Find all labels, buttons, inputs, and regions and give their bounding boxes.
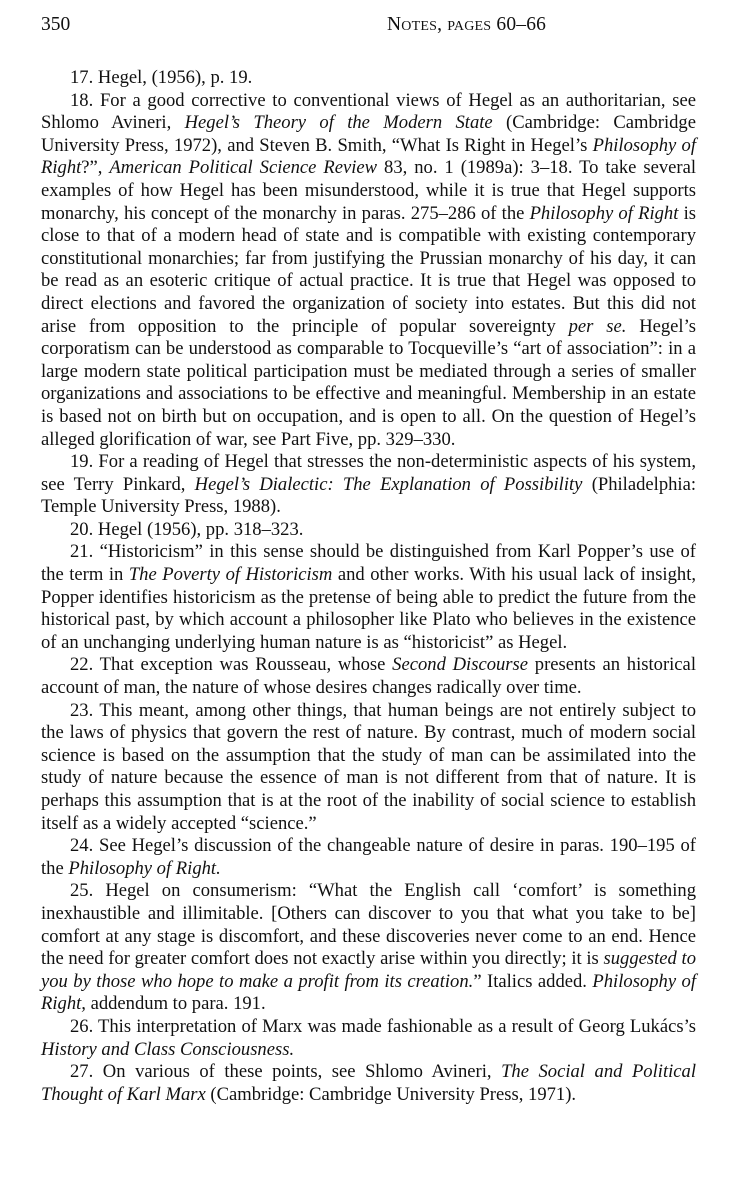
endnote-italic-text: The Social and Political Thought of Karl Marx (41, 1061, 696, 1105)
endnote-number: 21. (70, 541, 94, 563)
endnote-italic-text: Hegel’s Dialectic: The Explanation of Possibility (194, 473, 583, 495)
endnote-text: On various of these points, see Shlomo Avineri, (93, 1061, 502, 1083)
endnote-text: addendum to para. 191. (85, 993, 266, 1015)
endnote-italic-text: Second Discourse (392, 654, 529, 676)
endnote-text: That exception was Rousseau, whose (93, 654, 393, 676)
endnote (41, 880, 696, 1016)
endnote-text: 83, no. 1 (1989a): 3–18. To take several examples of how Hegel has been misunderstood, while it is true that Hegel supports monarchy, his concept of the monarchy in paras. 275–286 of the (41, 157, 696, 224)
endnote-text: ?”, (81, 157, 110, 179)
endnote (41, 67, 696, 90)
endnote-text: (Cambridge: Cambridge University Press, 1972), and Steven B. Smith, “What Is Right in Hegel’s (41, 112, 696, 156)
endnote (41, 700, 696, 836)
endnote (41, 1061, 696, 1106)
endnote (41, 835, 696, 880)
endnote-text: (Philadelphia: Temple University Press, 1988). (41, 473, 696, 518)
endnote-number: 23. (70, 699, 94, 721)
endnote-italic-text: Hegel’s Theory of the Modern State (184, 112, 493, 134)
endnote (41, 519, 696, 542)
endnote-text: This meant, among other things, that human beings are not entirely subject to the laws of physics that govern the rest of nature. By contrast, much of modern social science is based on the assumption that the study of man can be assimilated into the study of nature because the essence of man is not different from that of nature. It is perhaps this assumption that is at the root of the inability of social science to establish itself as a widely accepted “science.” (41, 699, 696, 834)
endnote-text: ” Italics added. (473, 970, 593, 992)
endnote-italic-text: per se. (568, 315, 627, 337)
endnote-number: 24. (70, 835, 94, 857)
endnote-text: (Cambridge: Cambridge University Press, 1971). (205, 1083, 577, 1105)
endnote-text: Hegel, (1956), p. 19. (93, 67, 253, 88)
endnote-number: 27. (70, 1061, 94, 1083)
endnote-number: 17. (70, 67, 94, 88)
endnotes-list (41, 67, 696, 1106)
endnote-italic-text: suggested to you by those who hope to make a profit from its creation. (41, 948, 696, 992)
endnote-text: presents an historical account of man, the nature of whose desires changes radically over time. (41, 654, 696, 699)
endnote-number: 25. (70, 880, 94, 902)
endnote-text: Hegel (1956), pp. 318–323. (93, 518, 304, 540)
endnote-text: Hegel on consumerism: “What the English call ‘comfort’ is something inexhaustible and illimitable. [Others can discover to you that what you take to be] comfort at any stage is discomfort, and these discoveries never come to an end. Hence the need for greater comfort does not exactly arise within you directly; it is (41, 880, 696, 970)
endnote-italic-text: Philosophy of Right (529, 202, 679, 224)
endnote-text: is close to that of a modern head of state and is compatible with existing contemporary constitutional monarchies; far from justifying the Prussian monarchy of his day, it can be read as an esoteric critique of actual practice. It is true that Hegel was opposed to direct elections and favored the organization of society into estates. But this did not arise from opposition to the principle of popular sovereignty (41, 202, 696, 337)
endnote-italic-text: The Poverty of Historicism (128, 564, 333, 586)
endnote-italic-text: American Political Science Review (109, 157, 378, 179)
endnote-text: See Hegel’s discussion of the changeable nature of desire in paras. 190–195 of the (41, 835, 696, 879)
endnote-text: and other works. With his usual lack of insight, Popper identifies historicism as the pretense of being able to predict the future from the historical past, by which account a philosopher like Plato who believes in the existence of an unchanging underlying human nature is as “historicist” as Hegel. (41, 564, 697, 653)
endnote-italic-text: Philosophy of Right. (68, 857, 221, 879)
endnote-italic-text: Philosophy of Right, (41, 970, 696, 1015)
running-head-title: Notes, pages 60–66 (387, 14, 547, 35)
endnote-text: For a good corrective to conventional views of Hegel as an authoritarian, see Shlomo Avineri, (41, 89, 696, 134)
endnote-text: For a reading of Hegel that stresses the non-deterministic aspects of his system, see Terry Pinkard, (41, 451, 696, 495)
endnote-italic-text: History and Class Consciousness. (41, 1038, 295, 1060)
endnote (41, 451, 696, 519)
endnote-number: 22. (70, 654, 94, 676)
endnote-number: 18. (70, 89, 94, 111)
page-number: 350 (41, 14, 71, 35)
endnote-text: Hegel’s corporatism can be understood as comparable to Tocqueville’s “art of association”: in a large modern state political participation must be mediated through a series of smaller organizations and associations to be effective and meaningful. Membership in an estate is based not on birth but on occupation, and is open to all. On the question of Hegel’s alleged glorification of war, see Part Five, pp. 329–330. (41, 315, 696, 450)
endnote (41, 541, 696, 654)
endnote-text: This interpretation of Marx was made fashionable as a result of Georg Lukács’s (93, 1015, 696, 1037)
endnote-text: “Historicism” in this sense should be distinguished from Karl Popper’s use of the term in (41, 541, 696, 586)
endnote-italic-text: Philosophy of Right (41, 134, 696, 179)
endnote (41, 1016, 696, 1061)
running-head (41, 14, 696, 44)
endnote (41, 654, 696, 699)
endnote-number: 19. (70, 451, 94, 473)
endnote (41, 90, 696, 452)
endnote-number: 26. (70, 1015, 94, 1037)
endnote-number: 20. (70, 518, 94, 540)
